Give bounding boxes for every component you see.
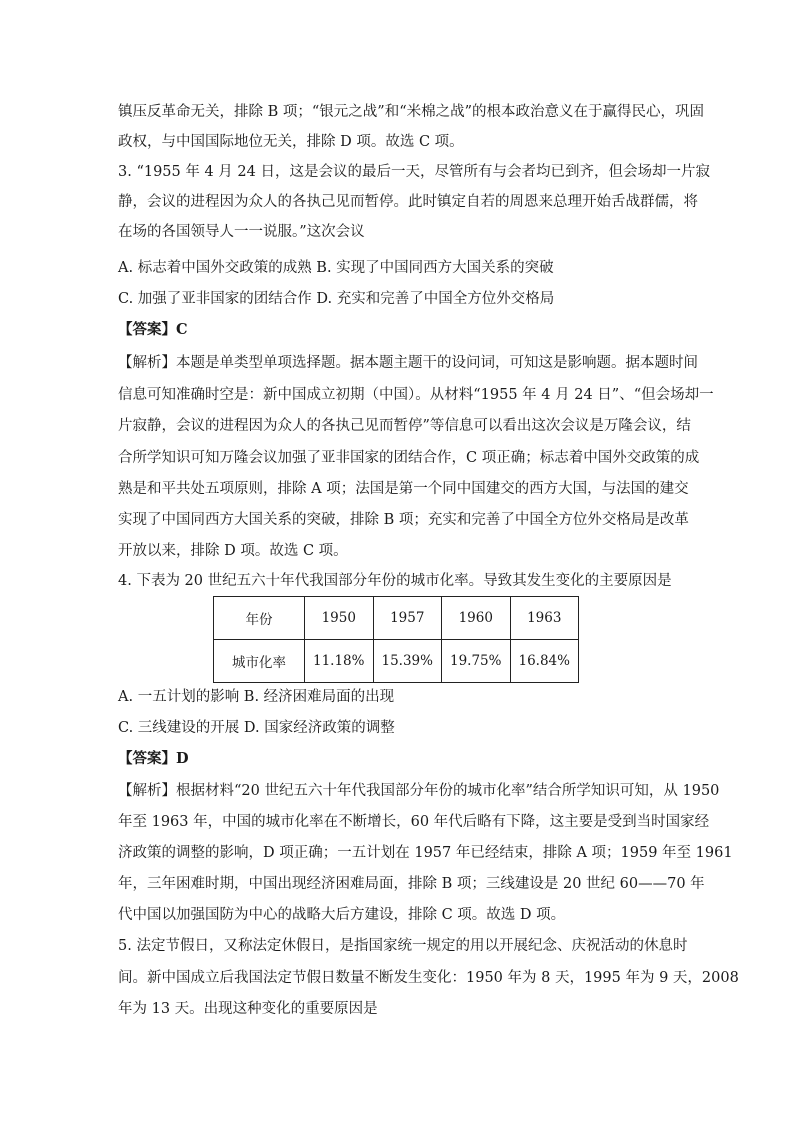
text-line: 在场的各国领导人一一说服。”这次会议	[118, 224, 365, 240]
table-cell: 城市化率	[214, 640, 305, 683]
question-4-options-ab: A. 一五计划的影响 B. 经济困难局面的出现	[118, 689, 395, 705]
text-line: 合所学知识可知万隆会议加强了亚非国家的团结合作，C 项正确；标志着中国外交政策的成	[118, 450, 700, 466]
table-cell: 1950	[305, 597, 374, 640]
text-line: 济政策的调整的影响，D 项正确；一五计划在 1957 年已经结束，排除 A 项；1959 年至 1961	[118, 845, 733, 861]
question-3-answer: 【答案】C	[118, 321, 188, 338]
table-cell: 1957	[373, 597, 442, 640]
question-3-analysis: 【解析】本题是单类型单项选择题。据本题主题干的设问词，可知这是影响题。据本题时间	[118, 355, 698, 371]
table-row	[214, 597, 579, 640]
text-line: 实现了中国同西方大国关系的突破，排除 B 项；充实和完善了中国全方位外交格局是改革	[118, 512, 689, 528]
table-row	[214, 640, 579, 683]
table-cell: 11.18%	[305, 640, 374, 683]
text-line: 信息可知准确时空是：新中国成立初期（中国）。从材料“1955 年 4 月 24 日”、“但会场却一	[118, 387, 714, 403]
question-5-stem: 5. 法定节假日，又称法定休假日，是指国家统一规定的用以开展纪念、庆祝活动的休息时	[118, 938, 688, 954]
text-line: 政权，与中国国际地位无关，排除 D 项。故选 C 项。	[118, 134, 464, 150]
question-3-options-ab: A. 标志着中国外交政策的成熟 B. 实现了中国同西方大国关系的突破	[118, 260, 554, 276]
text-line: 年至 1963 年，中国的城市化率在不断增长，60 年代后略有下降，这主要是受到当时国家经	[118, 814, 710, 830]
question-3-options-cd: C. 加强了亚非国家的团结合作 D. 充实和完善了中国全方位外交格局	[118, 291, 555, 307]
text-line: 熟是和平共处五项原则，排除 A 项；法国是第一个同中国建交的西方大国，与法国的建交	[118, 481, 689, 497]
question-4-options-cd: C. 三线建设的开展 D. 国家经济政策的调整	[118, 720, 395, 736]
question-3-stem: 3. “1955 年 4 月 24 日，这是会议的最后一天，尽管所有与会者均已到齐，但会场却一片寂	[118, 164, 710, 180]
text-line: 间。新中国成立后我国法定节假日数量不断发生变化：1950 年为 8 天，1995 年为 9 天，2008	[118, 970, 739, 986]
text-line: 片寂静，会议的进程因为众人的各执己见而暂停”等信息可以看出这次会议是万隆会议，结	[118, 418, 691, 434]
question-4-stem: 4. 下表为 20 世纪五六十年代我国部分年份的城市化率。导致其发生变化的主要原因是	[118, 573, 672, 589]
text-line: 开放以来，排除 D 项。故选 C 项。	[118, 543, 348, 559]
urbanization-table	[213, 596, 579, 683]
text-line: 镇压反革命无关，排除 B 项；“银元之战”和“米棉之战”的根本政治意义在于赢得民心，巩固	[118, 104, 705, 120]
question-4-analysis: 【解析】根据材料“20 世纪五六十年代我国部分年份的城市化率”结合所学知识可知，从 1950	[118, 783, 720, 799]
table-cell: 1963	[510, 597, 579, 640]
table-cell: 19.75%	[442, 640, 511, 683]
table-cell: 16.84%	[510, 640, 579, 683]
text-line: 代中国以加强国防为中心的战略大后方建设，排除 C 项。故选 D 项。	[118, 907, 566, 923]
text-line: 静，会议的进程因为众人的各执己见而暂停。此时镇定自若的周恩来总理开始舌战群儒，将	[118, 194, 698, 210]
text-line: 年，三年困难时期，中国出现经济困难局面，排除 B 项；三线建设是 20 世纪 60——70 年	[118, 876, 705, 892]
table-cell: 年份	[214, 597, 305, 640]
text-line: 年为 13 天。出现这种变化的重要原因是	[118, 1001, 378, 1017]
question-4-answer: 【答案】D	[118, 750, 189, 767]
table-cell: 15.39%	[373, 640, 442, 683]
table-cell: 1960	[442, 597, 511, 640]
